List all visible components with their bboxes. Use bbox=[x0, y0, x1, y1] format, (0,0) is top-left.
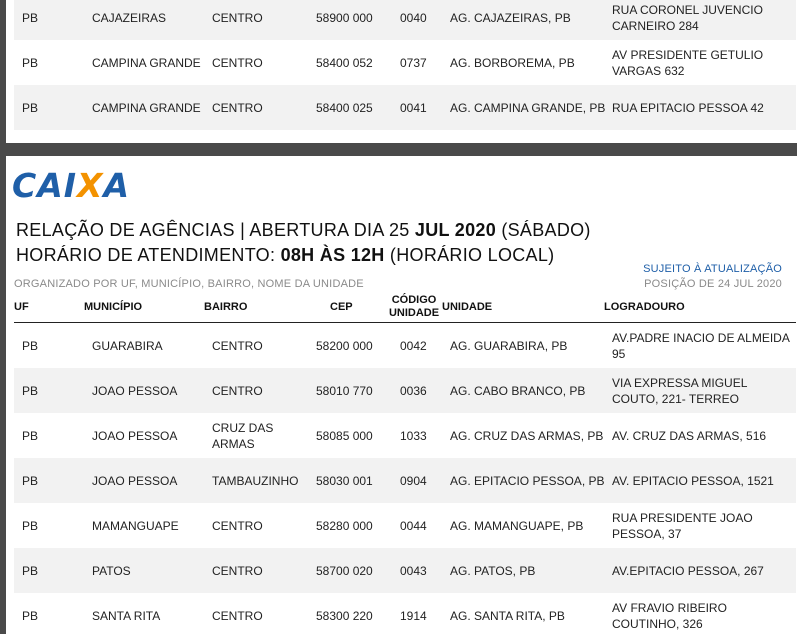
cell-unidade: AG. SANTA RITA, PB bbox=[450, 608, 565, 623]
cell-municipio: CAMPINA GRANDE bbox=[92, 55, 201, 70]
cell-unidade: AG. MAMANGUAPE, PB bbox=[450, 518, 584, 533]
cell-unidade: AG. CRUZ DAS ARMAS, PB bbox=[450, 428, 604, 443]
cell-cep: 58010 770 bbox=[316, 383, 373, 398]
cell-uf: PB bbox=[22, 100, 39, 115]
cell-unidade: AG. BORBOREMA, PB bbox=[450, 55, 575, 70]
cell-municipio: CAMPINA GRANDE bbox=[92, 100, 201, 115]
table-row bbox=[14, 548, 796, 593]
col-header-bairro: BAIRRO bbox=[204, 301, 248, 313]
cell-cep: 58300 220 bbox=[316, 608, 373, 623]
update-notice: SUJEITO À ATUALIZAÇÃO bbox=[643, 263, 782, 275]
cell-bairro: CENTRO bbox=[212, 100, 263, 115]
cell-codigo: 1033 bbox=[400, 428, 427, 443]
cell-cep: 58280 000 bbox=[316, 518, 373, 533]
table-row bbox=[14, 458, 796, 503]
cell-bairro: CENTRO bbox=[212, 338, 263, 353]
table-header bbox=[14, 292, 796, 323]
cell-municipio: SANTA RITA bbox=[92, 608, 161, 623]
cell-codigo: 0036 bbox=[400, 383, 427, 398]
cell-cep: 58030 001 bbox=[316, 473, 373, 488]
col-header-unidade: UNIDADE bbox=[442, 301, 493, 313]
cell-unidade: AG. EPITACIO PESSOA, PB bbox=[450, 473, 605, 488]
cell-uf: PB bbox=[22, 518, 39, 533]
cell-municipio: JOAO PESSOA bbox=[92, 428, 178, 443]
table-row bbox=[14, 368, 796, 413]
cell-codigo: 0043 bbox=[400, 563, 427, 578]
caixa-logo: CAIXA bbox=[12, 166, 131, 205]
cell-codigo: 0737 bbox=[400, 55, 427, 70]
cell-municipio: MAMANGUAPE bbox=[92, 518, 179, 533]
cell-logradouro: RUA CORONEL JUVENCIO CARNEIRO 284 bbox=[612, 2, 763, 33]
cell-uf: PB bbox=[22, 473, 39, 488]
table-row bbox=[14, 85, 796, 130]
cell-logradouro: RUA EPITACIO PESSOA 42 bbox=[612, 100, 764, 115]
cell-codigo: 1914 bbox=[400, 608, 427, 623]
cell-logradouro: AV. EPITACIO PESSOA, 1521 bbox=[612, 473, 774, 488]
cell-bairro: CRUZ DAS ARMAS bbox=[212, 420, 274, 451]
sort-note: ORGANIZADO POR UF, MUNICÍPIO, BAIRRO, NOME DA UNIDADE bbox=[14, 278, 364, 290]
cell-unidade: AG. CAJAZEIRAS, PB bbox=[450, 10, 571, 25]
cell-municipio: CAJAZEIRAS bbox=[92, 10, 167, 25]
cell-bairro: CENTRO bbox=[212, 518, 263, 533]
page-subtitle: HORÁRIO DE ATENDIMENTO: 08H ÀS 12H (HORÁRIO LOCAL) bbox=[16, 245, 555, 265]
cell-bairro: CENTRO bbox=[212, 10, 263, 25]
col-header-logradouro: LOGRADOURO bbox=[604, 301, 685, 313]
cell-municipio: PATOS bbox=[92, 563, 131, 578]
cell-unidade: AG. GUARABIRA, PB bbox=[450, 338, 568, 353]
page-separator bbox=[0, 143, 797, 156]
table-row bbox=[14, 413, 796, 458]
col-header-cep: CEP bbox=[330, 301, 353, 313]
cell-codigo: 0042 bbox=[400, 338, 427, 353]
cell-bairro: CENTRO bbox=[212, 55, 263, 70]
col-header-codigo: CÓDIGO UNIDADE bbox=[388, 294, 440, 319]
page-title: RELAÇÃO DE AGÊNCIAS | ABERTURA DIA 25 JUL 2020 (SÁBADO) bbox=[16, 220, 591, 240]
cell-municipio: JOAO PESSOA bbox=[92, 383, 178, 398]
cell-logradouro: VIA EXPRESSA MIGUEL COUTO, 221- TERREO bbox=[612, 375, 747, 406]
cell-codigo: 0904 bbox=[400, 473, 427, 488]
cell-cep: 58200 000 bbox=[316, 338, 373, 353]
previous-page bbox=[6, 0, 797, 143]
cell-codigo: 0041 bbox=[400, 100, 427, 115]
cell-municipio: GUARABIRA bbox=[92, 338, 163, 353]
cell-bairro: CENTRO bbox=[212, 608, 263, 623]
cell-uf: PB bbox=[22, 563, 39, 578]
cell-cep: 58085 000 bbox=[316, 428, 373, 443]
cell-municipio: JOAO PESSOA bbox=[92, 473, 178, 488]
col-header-municipio: MUNICÍPIO bbox=[84, 301, 143, 313]
cell-codigo: 0044 bbox=[400, 518, 427, 533]
table-row bbox=[14, 503, 796, 548]
cell-uf: PB bbox=[22, 338, 39, 353]
cell-uf: PB bbox=[22, 428, 39, 443]
table-row bbox=[14, 0, 796, 40]
cell-unidade: AG. CABO BRANCO, PB bbox=[450, 383, 586, 398]
cell-cep: 58900 000 bbox=[316, 10, 373, 25]
cell-logradouro: AV.EPITACIO PESSOA, 267 bbox=[612, 563, 764, 578]
cell-codigo: 0040 bbox=[400, 10, 427, 25]
cell-logradouro: AV. CRUZ DAS ARMAS, 516 bbox=[612, 428, 767, 443]
cell-bairro: CENTRO bbox=[212, 563, 263, 578]
cell-cep: 58400 052 bbox=[316, 55, 373, 70]
cell-logradouro: AV PRESIDENTE GETULIO VARGAS 632 bbox=[612, 47, 764, 78]
cell-uf: PB bbox=[22, 55, 39, 70]
cell-cep: 58700 020 bbox=[316, 563, 373, 578]
cell-uf: PB bbox=[22, 383, 39, 398]
cell-unidade: AG. PATOS, PB bbox=[450, 563, 536, 578]
current-page bbox=[6, 156, 797, 634]
cell-logradouro: AV FRAVIO RIBEIRO COUTINHO, 326 bbox=[612, 600, 727, 631]
cell-cep: 58400 025 bbox=[316, 100, 373, 115]
cell-bairro: TAMBAUZINHO bbox=[212, 473, 299, 488]
cell-logradouro: RUA PRESIDENTE JOAO PESSOA, 37 bbox=[612, 510, 753, 541]
table-row bbox=[14, 593, 796, 634]
cell-logradouro: AV.PADRE INACIO DE ALMEIDA 95 bbox=[612, 330, 790, 361]
table-row bbox=[14, 40, 796, 85]
table-row bbox=[14, 323, 796, 368]
cell-uf: PB bbox=[22, 608, 39, 623]
position-date: POSIÇÃO DE 24 JUL 2020 bbox=[644, 278, 782, 290]
col-header-uf: UF bbox=[14, 301, 29, 313]
cell-uf: PB bbox=[22, 10, 39, 25]
cell-bairro: CENTRO bbox=[212, 383, 263, 398]
cell-unidade: AG. CAMPINA GRANDE, PB bbox=[450, 100, 606, 115]
